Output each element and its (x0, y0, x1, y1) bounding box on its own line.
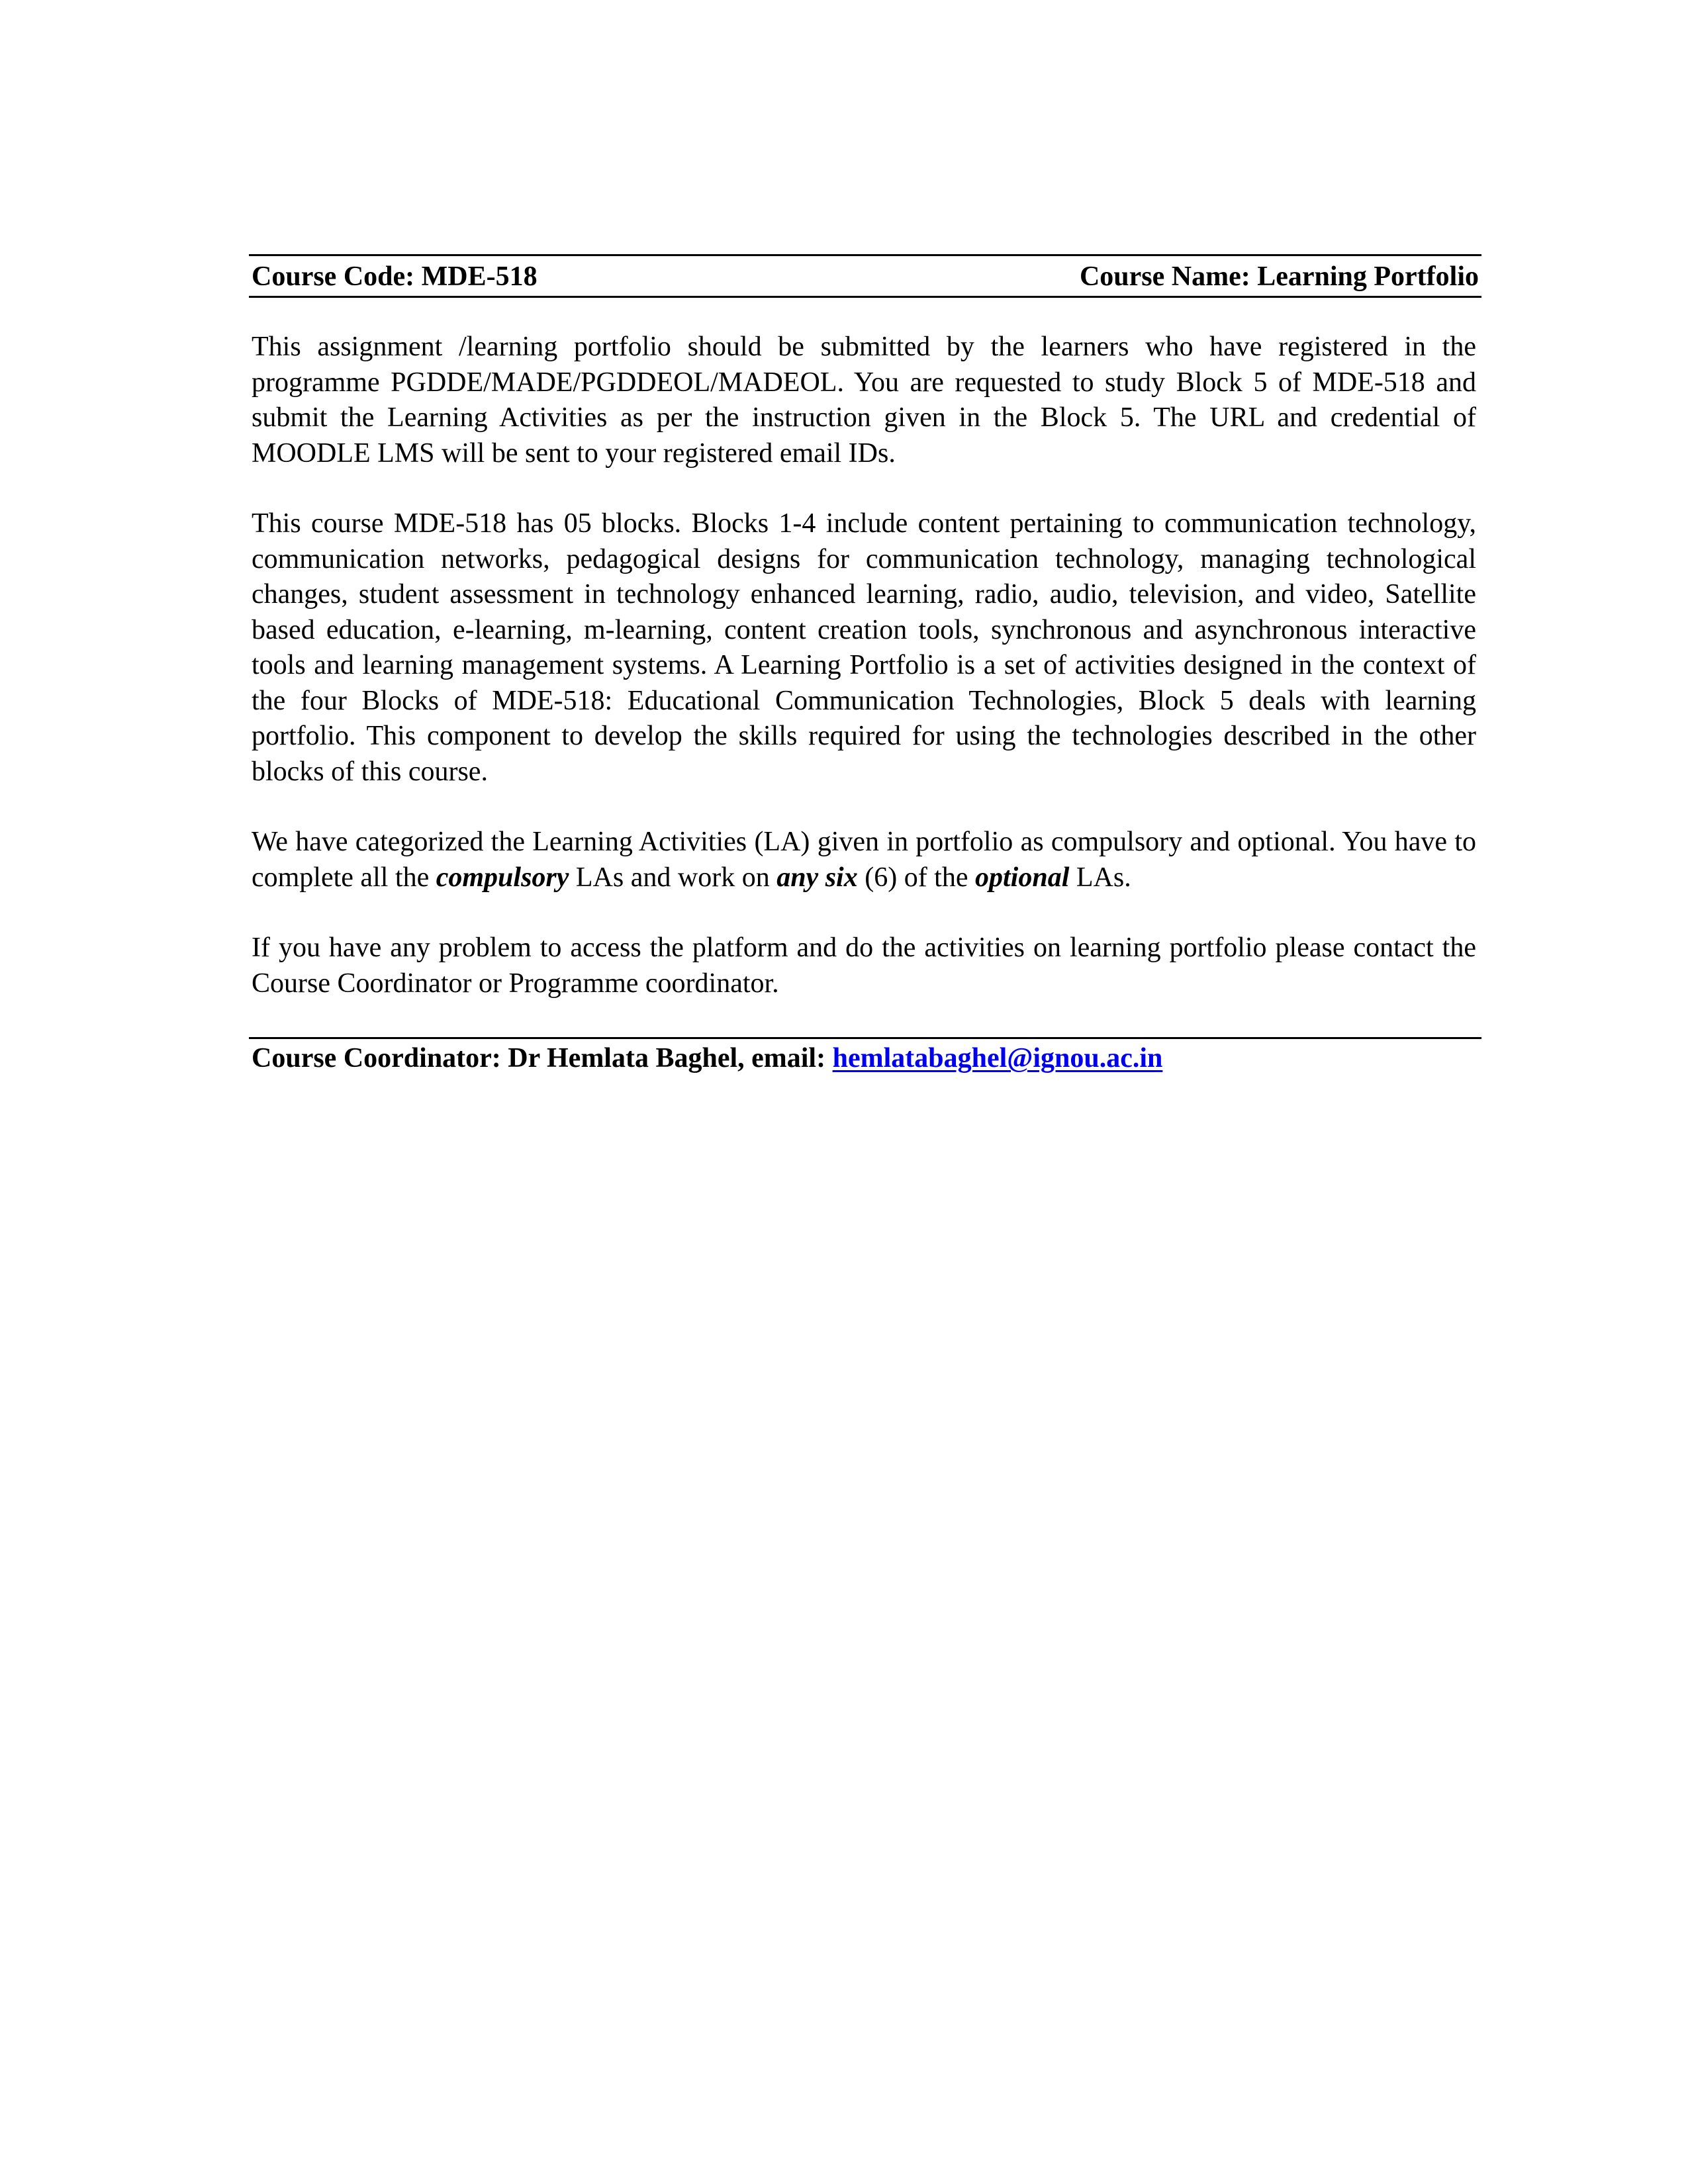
course-code: Course Code: MDE-518 (252, 261, 538, 292)
emph-optional: optional (975, 862, 1070, 893)
activities-text-3: (6) of the (857, 862, 975, 893)
paragraph-course-overview: This course MDE-518 has 05 blocks. Blocks 1-4 include content pertaining to communication technology, communication networks, pedagogical designs for communication technology, managing technological changes, student assessment in technology enhanced learning, radio, audio, television, and video, Satellite based education, e-learning, m-learning, content creation tools, synchronous and asynchronous interactive tools and learning management systems. A Learning Portfolio is a set of activities designed in the context of the four Blocks of MDE-518: Educational Communication Technologies, Block 5 deals with learning portfolio. This component to develop the skills required for using the technologies described in the other blocks of this course. (252, 508, 1476, 787)
activities-text-1: We have categorized the Learning Activities (LA) given in portfolio as compulsory and optional. You have to complete all the (252, 827, 1476, 893)
document-body (249, 254, 1481, 1076)
course-name: Course Name: Learning Portfolio (1079, 261, 1479, 292)
paragraph-submission: This assignment /learning portfolio should be submitted by the learners who have registered in the programme PGDDE/MADE/PGDDEOL/MADEOL. You are requested to study Block 5 of MDE-518 and submit the Learning Activities as per the instruction given in the Block 5. The URL and credential of MOODLE LMS will be sent to your registered email IDs. (252, 332, 1476, 469)
activities-text-4: LAs. (1069, 862, 1131, 893)
coordinator-email-link[interactable]: hemlatabaghel@ignou.ac.in (832, 1043, 1163, 1073)
activities-text-2: LAs and work on (569, 862, 777, 893)
header-bottom-rule (249, 296, 1481, 298)
course-header (249, 256, 1481, 296)
coordinator-label: Course Coordinator: Dr Hemlata Baghel, email: (252, 1043, 833, 1073)
emph-compulsory: compulsory (436, 862, 569, 893)
paragraph-activities (252, 825, 1476, 895)
emph-any-six: any six (776, 862, 858, 893)
paragraph-contact: If you have any problem to access the platform and do the activities on learning portfolio please contact the Course Coordinator or Programme coordinator. (252, 933, 1476, 999)
coordinator-line (249, 1039, 1481, 1076)
instructions (249, 330, 1481, 1001)
